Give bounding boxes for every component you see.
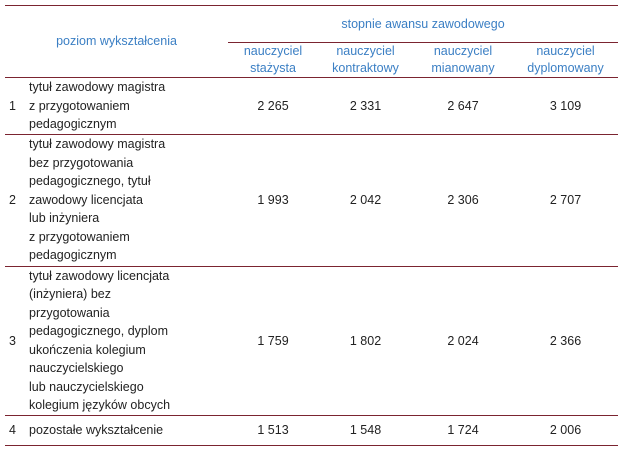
salary-value: 2 331 bbox=[318, 78, 413, 135]
description-line: nauczycielskiego bbox=[29, 361, 124, 375]
description-line: pedagogicznym bbox=[29, 117, 117, 131]
row-description bbox=[27, 415, 228, 445]
salary-value: 1 548 bbox=[318, 415, 413, 445]
salary-value: 2 006 bbox=[513, 415, 618, 445]
header-education-level: poziom wykształcenia bbox=[5, 6, 228, 78]
column-header-line: mianowany bbox=[431, 61, 495, 75]
description-line: kolegium języków obcych bbox=[29, 398, 171, 412]
description-line: tytuł zawodowy magistra bbox=[29, 137, 166, 152]
salary-value: 1 513 bbox=[228, 415, 318, 445]
row-number: 2 bbox=[5, 134, 27, 266]
header-promotion-grades: stopnie awansu zawodowego bbox=[228, 6, 618, 43]
table-row bbox=[5, 266, 618, 415]
row-description bbox=[27, 78, 228, 135]
row-number: 3 bbox=[5, 266, 27, 415]
column-header-line: nauczyciel bbox=[336, 44, 395, 58]
column-header bbox=[318, 43, 413, 78]
description-line: bez przygotowania bbox=[29, 155, 134, 170]
salary-value: 2 707 bbox=[513, 134, 618, 266]
row-number: 1 bbox=[5, 78, 27, 135]
row-description bbox=[27, 266, 228, 415]
column-header-line: nauczyciel bbox=[536, 44, 595, 58]
salary-value: 2 306 bbox=[413, 134, 513, 266]
description-line: z przygotowaniem bbox=[29, 98, 130, 113]
description-line: pedagogicznego, dyplom bbox=[29, 324, 168, 338]
description-line: przygotowania bbox=[29, 305, 110, 320]
salary-value: 2 265 bbox=[228, 78, 318, 135]
description-line: pedagogicznym bbox=[29, 248, 117, 263]
table-row bbox=[5, 78, 618, 135]
salary-value: 2 024 bbox=[413, 266, 513, 415]
description-line: ukończenia kolegium bbox=[29, 342, 146, 357]
description-line: pozostałe wykształcenie bbox=[29, 422, 164, 437]
salary-value: 2 366 bbox=[513, 266, 618, 415]
column-header-line: kontraktowy bbox=[332, 61, 399, 75]
salary-value: 2 647 bbox=[413, 78, 513, 135]
column-header bbox=[228, 43, 318, 78]
description-line: tytuł zawodowy magistra bbox=[29, 80, 166, 94]
column-header-line: dyplomowany bbox=[527, 61, 604, 75]
salary-value: 1 993 bbox=[228, 134, 318, 266]
column-header-line: stażysta bbox=[250, 61, 296, 75]
row-description bbox=[27, 134, 228, 266]
column-header bbox=[413, 43, 513, 78]
column-header-line: nauczyciel bbox=[243, 44, 303, 58]
row-number: 4 bbox=[5, 415, 27, 445]
column-header bbox=[513, 43, 618, 78]
description-line: pedagogicznego, tytuł bbox=[29, 174, 151, 189]
description-line: tytuł zawodowy licencjata bbox=[29, 268, 170, 283]
description-line: (inżyniera) bez bbox=[29, 287, 111, 301]
salary-value: 1 759 bbox=[228, 266, 318, 415]
description-line: zawodowy licencjata bbox=[29, 192, 143, 207]
description-line: lub inżyniera bbox=[29, 211, 100, 226]
description-line: z przygotowaniem bbox=[29, 229, 130, 244]
salary-value: 1 724 bbox=[413, 415, 513, 445]
table-row bbox=[5, 134, 618, 266]
table-row bbox=[5, 415, 618, 445]
salary-value: 2 042 bbox=[318, 134, 413, 266]
description-line: lub nauczycielskiego bbox=[29, 379, 144, 394]
salary-value: 1 802 bbox=[318, 266, 413, 415]
salary-table bbox=[5, 5, 618, 446]
salary-value: 3 109 bbox=[513, 78, 618, 135]
column-header-line: nauczyciel bbox=[433, 44, 493, 58]
